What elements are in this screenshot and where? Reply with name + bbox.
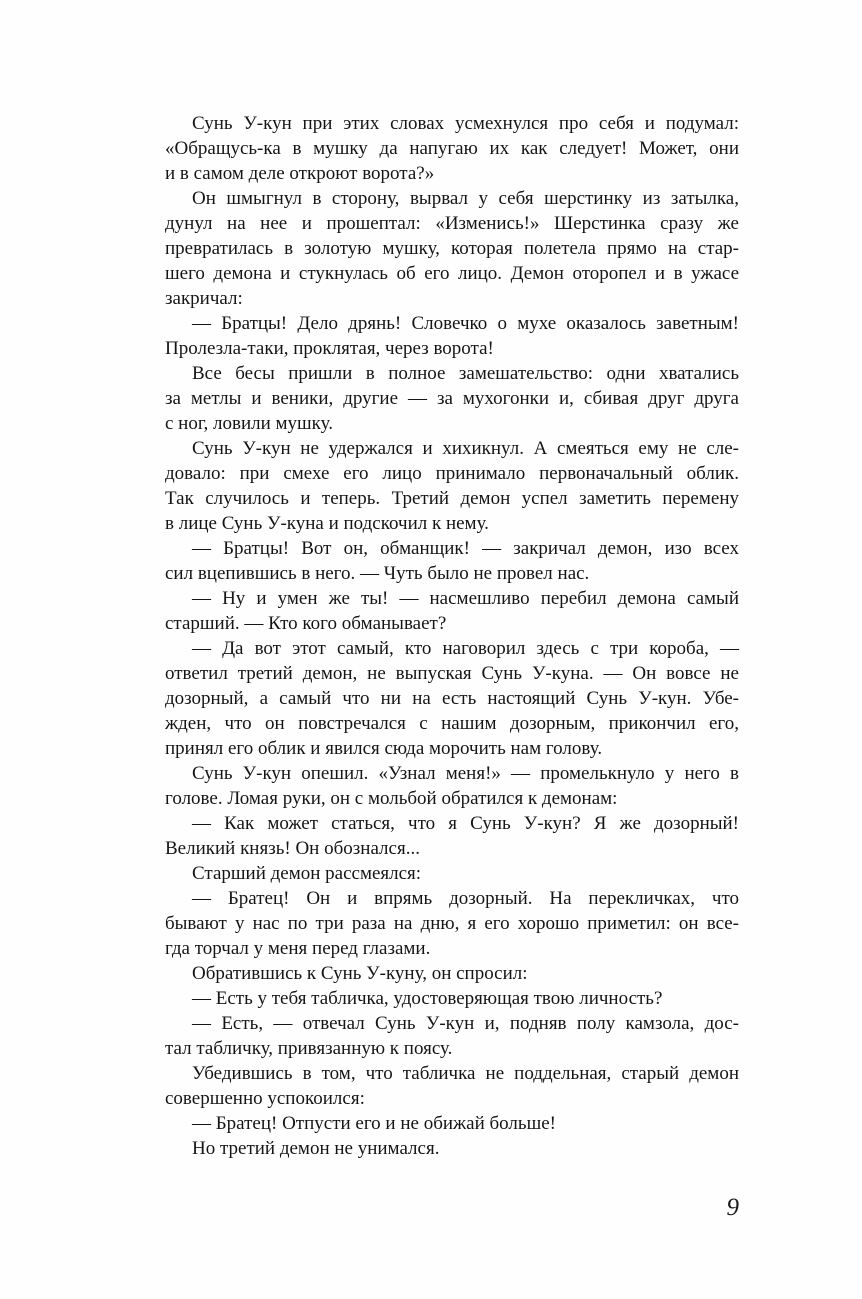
page-number: 9 bbox=[726, 1194, 739, 1221]
paragraph bbox=[165, 986, 739, 1011]
paragraph bbox=[165, 861, 739, 886]
paragraph bbox=[165, 761, 739, 811]
text-line: принял его облик и явился сюда морочить нам голову. bbox=[165, 738, 603, 759]
text-line: ответил третий демон, не выпуская Сунь У-куна. — Он вовсе не bbox=[165, 663, 739, 684]
text-line: «Обращусь-ка в мушку да напугаю их как следует! Может, они bbox=[165, 138, 739, 159]
text-line: Сунь У-кун опешил. «Узнал меня!» — промелькнуло у него в bbox=[192, 763, 739, 784]
text-line: совершенно успокоился: bbox=[165, 1088, 365, 1109]
text-line: закричал: bbox=[165, 288, 243, 309]
paragraph bbox=[165, 186, 739, 311]
text-line: гда торчал у меня перед глазами. bbox=[165, 938, 431, 959]
text-line: — Ну и умен же ты! — насмешливо перебил демона самый bbox=[192, 588, 739, 609]
text-line: Обратившись к Сунь У-куну, он спросил: bbox=[192, 963, 528, 984]
text-line: Так случилось и теперь. Третий демон успел заметить перемену bbox=[165, 488, 739, 509]
paragraph bbox=[165, 1136, 739, 1161]
paragraph bbox=[165, 886, 739, 961]
text-line: с ног, ловили мушку. bbox=[165, 413, 333, 434]
text-line: Сунь У-кун не удержался и хихикнул. А смеяться ему не сле- bbox=[192, 438, 739, 459]
text-line: Все бесы пришли в полное замешательство: одни хватались bbox=[192, 363, 739, 384]
paragraph bbox=[165, 961, 739, 986]
paragraph bbox=[165, 1011, 739, 1061]
text-line: сил вцепившись в него. — Чуть было не провел нас. bbox=[165, 563, 590, 584]
text-line: Он шмыгнул в сторону, вырвал у себя шерстинку из затылка, bbox=[192, 188, 739, 209]
paragraph bbox=[165, 1111, 739, 1136]
text-line: старший. — Кто кого обманывает? bbox=[165, 613, 447, 634]
text-line: — Братцы! Вот он, обманщик! — закричал демон, изо всех bbox=[192, 538, 739, 559]
text-line: жден, что он повстречался с нашим дозорным, прикончил его, bbox=[165, 713, 739, 734]
text-line: — Да вот этот самый, кто наговорил здесь с три короба, — bbox=[192, 638, 739, 659]
paragraph bbox=[165, 436, 739, 536]
paragraph bbox=[165, 361, 739, 436]
text-line: дунул на нее и прошептал: «Изменись!» Шерстинка сразу же bbox=[165, 213, 739, 234]
text-line: Пролезла-таки, проклятая, через ворота! bbox=[165, 338, 494, 359]
text-line: в лице Сунь У-куна и подскочил к нему. bbox=[165, 513, 489, 534]
text-line: — Братцы! Дело дрянь! Словечко о мухе оказалось заветным! bbox=[192, 313, 739, 334]
paragraph bbox=[165, 311, 739, 361]
paragraph bbox=[165, 811, 739, 861]
text-line: — Как может статься, что я Сунь У-кун? Я же дозорный! bbox=[192, 813, 739, 834]
text-line: Сунь У-кун при этих словах усмехнулся про себя и подумал: bbox=[192, 113, 739, 134]
text-line: голове. Ломая руки, он с мольбой обратился к демонам: bbox=[165, 788, 618, 809]
text-line: — Братец! Отпусти его и не обижай больше! bbox=[192, 1113, 556, 1134]
paragraph bbox=[165, 1061, 739, 1111]
paragraph bbox=[165, 536, 739, 586]
text-line: тал табличку, привязанную к поясу. bbox=[165, 1038, 453, 1059]
text-line: — Есть, — отвечал Сунь У-кун и, подняв полу камзола, дос- bbox=[192, 1013, 739, 1034]
text-line: — Есть у тебя табличка, удостоверяющая твою личность? bbox=[192, 988, 663, 1009]
paragraph bbox=[165, 586, 739, 636]
text-line: бывают у нас по три раза на дню, я его хорошо приметил: он все- bbox=[165, 913, 739, 934]
text-line: Убедившись в том, что табличка не поддельная, старый демон bbox=[192, 1063, 739, 1084]
text-line: Великий князь! Он обознался... bbox=[165, 838, 420, 859]
text-line: и в самом деле откроют ворота?» bbox=[165, 163, 435, 184]
text-line: Старший демон рассмеялся: bbox=[192, 863, 422, 884]
paragraph bbox=[165, 636, 739, 761]
text-block bbox=[165, 111, 739, 1161]
text-line: за метлы и веники, другие — за мухогонки и, сбивая друг друга bbox=[165, 388, 739, 409]
text-line: — Братец! Он и впрямь дозорный. На перекличках, что bbox=[192, 888, 739, 909]
text-line: Но третий демон не унимался. bbox=[192, 1138, 440, 1159]
text-line: дозорный, а самый что ни на есть настоящий Сунь У-кун. Убе- bbox=[165, 688, 739, 709]
text-line: довало: при смехе его лицо принимало первоначальный облик. bbox=[165, 463, 739, 484]
paragraph bbox=[165, 111, 739, 186]
text-line: шего демона и стукнулась об его лицо. Демон оторопел и в ужасе bbox=[165, 263, 739, 284]
text-line: превратилась в золотую мушку, которая полетела прямо на стар- bbox=[165, 238, 739, 259]
